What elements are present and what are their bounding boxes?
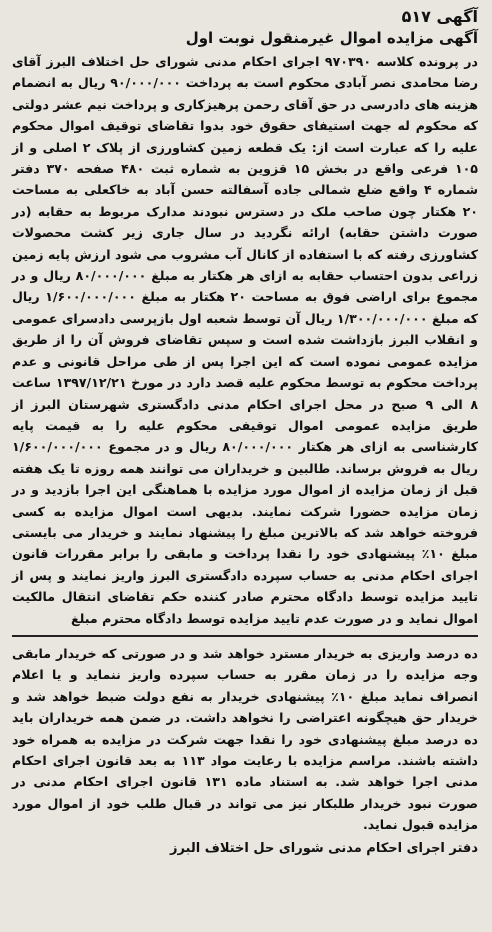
notice-paragraph-2: ده درصد واریزی به خریدار مسترد خواهد شد و در صورتی که خریدار مابقی وجه مزایده را در زمان مقرر به حساب سپرده واریز ننماید و یا اعلام انصراف نماید مبلغ ۱۰٪ پیشنهادی خریدار به نفع دولت ضبط خواهد شد و خریدار حق هیچگونه اعتراضی را نخواهد داشت. در ضمن همه خریداران باید ده درصد مبلغ پیشنهادی خود را نقدا جهت شرکت در مزایده به همراه خود داشته باشند. مراسم مزایده با رعایت مواد ۱۱۳ به بعد قانون اجرای احکام مدنی اجرا خواهد شد. به استناد ماده ۱۳۱ قانون اجرای احکام مدنی در صورت نبود خریدار طلبکار نیز می تواند در قبال طلب خود از اموال مورد مزایده قبول نماید. [12, 645, 478, 833]
column-divider [12, 635, 478, 637]
notice-number: آگهی ۵۱۷ [401, 7, 478, 26]
notice-paragraph-1: در پرونده کلاسه ۹۷۰۳۹۰ اجرای احکام مدنی شورای حل اختلاف البرز آقای رضا محامدی نصر آبادی محکوم است به پرداخت ۹۰/۰۰۰/۰۰۰ ریال به انضمام هزینه های دادرسی در حق آقای رحمن پرهیزکاری و پرداخت نیم عشر دولتی که محکوم له جهت استیفای حقوق خود بدوا تقاضای توقیف اموال محکوم علیه را که عبارت است از: یک قطعه زمین کشاورزی از پلاک ۲ اصلی و از ۱۰۵ فرعی واقع در بخش ۱۵ قزوین به شماره ثبت ۴۸۰ صفحه ۳۷۰ دفتر شماره ۴ واقع ضلع شمالی جاده آسفالته حسن آباد به خاکعلی به مساحت ۲۰ هکتار چون صاحب ملک در دسترس نبودند مدارک مربوط به حقابه (در صورت داشتن حقابه) ارائه نگردید در سال جاری زیر کشت محصولات کشاورزی رفته که با استفاده از کانال آب مشروب می شود ارزش پایه زمین زراعی بدون احتساب حقابه به ازای هر هکتار به مبلغ ۸۰/۰۰۰/۰۰۰ ریال و در مجموع برای اراضی فوق به مساحت ۲۰ هکتار به مبلغ ۱/۶۰۰/۰۰۰/۰۰۰ ریال که مبلغ ۱/۳۰۰/۰۰۰/۰۰۰ ریال آن توسط شعبه اول بازپرسی دادسرای عمومی و انقلاب البرز بازداشت شده است و سپس تقاضای فروش آن را از طریق مزایده عمومی نموده است که این اجرا پس از طی مراحل قانونی و عدم پرداخت محکوم به توسط محکوم علیه قصد دارد در مورخ ۱۳۹۷/۱۲/۲۱ ساعت ۸ الی ۹ صبح در محل اجرای احکام مدنی دادگستری شهرستان البرز از طریق مزایده عمومی اموال توقیفی محکوم علیه را به قیمت پایه کارشناسی به ازای هر هکتار ۸۰/۰۰۰/۰۰۰ ریال و در مجموع ۱/۶۰۰/۰۰۰/۰۰۰ ریال به فروش برساند. طالبین و خریداران می توانند همه روزه تا یک هفته قبل از زمان مزایده از اموال مورد مزایده با هماهنگی این اجرا بازدید و در زمان مزایده حضورا شرکت نمایند. بدیهی است اموال مزایده به کسی فروخته خواهد شد که بالاترین مبلغ را پیشنهاد نمایند و خریدار می بایستی مبلغ ۱۰٪ پیشنهادی خود را نقدا پرداخت و مابقی را برابر مقررات قانون اجرای احکام مدنی به حساب سپرده دادگستری البرز واریز نمایند و پس از تایید مزایده توسط دادگاه محترم صادر کننده حکم تقاضای انتقال مالکیت اموال نماید و در صورت عدم تایید مزایده توسط دادگاه محترم مبلغ [12, 54, 479, 626]
notice-signature: دفتر اجرای احکام مدنی شورای حل اختلاف البرز [169, 840, 478, 856]
notice-title: آگهی مزایده اموال غیرمنقول نوبت اول [185, 29, 478, 47]
